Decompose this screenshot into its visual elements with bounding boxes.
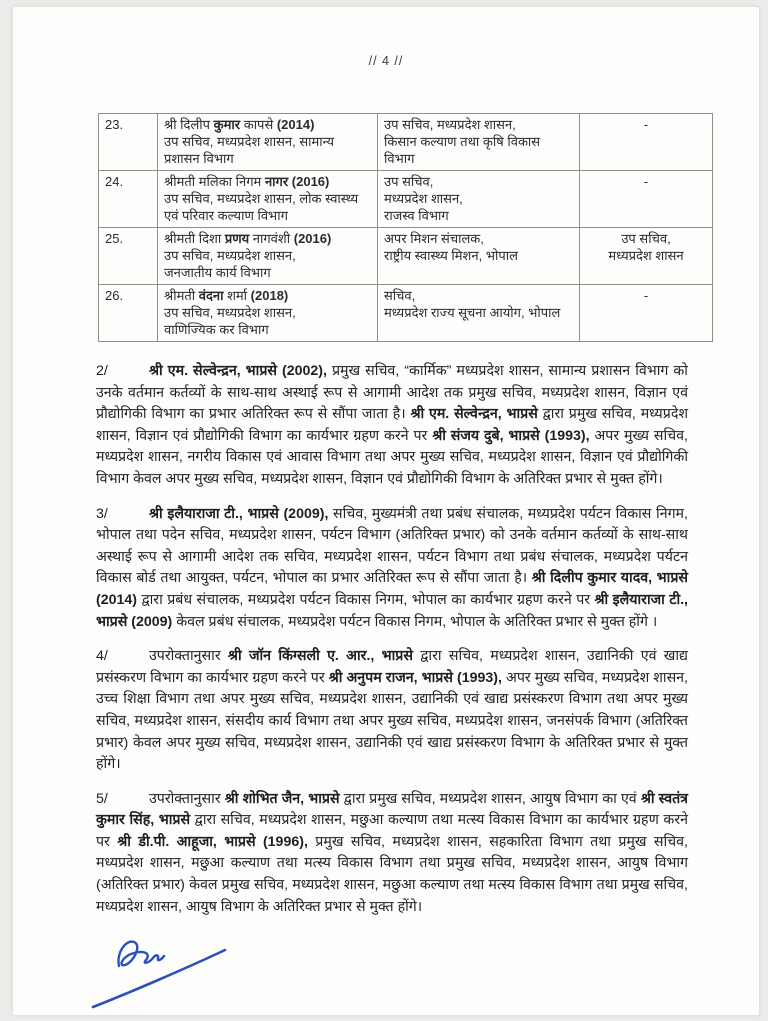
page-number: // 4 // [368, 54, 404, 68]
order-paragraphs [96, 361, 688, 918]
order-paragraph: 3/ श्री इलैयाराजा टी., भाप्रसे (2009), सचिव, मुख्यमंत्री तथा प्रबंध संचालक, मध्यप्रदेश पर्यटन विकास निगम, भोपाल तथा पदेन सचिव, मध्यप्रदेश शासन, पर्यटन विभाग (अतिरिक्त प्रभार) को उनके वर्तमान कर्तव्यों के साथ-साथ अस्थाई रूप से आगामी आदेश तक सचिव, मध्यप्रदेश शासन, पर्यटन विभाग तथा प्रबंध संचालक, मध्यप्रदेश पर्यटन विकास बोर्ड तथा आयुक्त, पर्यटन, भोपाल का प्रभार अतिरिक्त रूप से सौंपा जाता है। श्री दिलीप कुमार यादव, भाप्रसे (2014) द्वारा प्रबंध संचालक, मध्यप्रदेश पर्यटन विकास निगम, भोपाल का कार्यभार ग्रहण करने पर श्री इलैयाराजा टी., भाप्रसे (2009) केवल प्रबंध संचालक, मध्यप्रदेश पर्यटन विकास निगम, भोपाल के अतिरिक्त प्रभार से मुक्त होंगे । [96, 505, 688, 630]
serial-number-cell: 23. [99, 114, 158, 171]
officer-transfer-table [98, 113, 713, 342]
officer-name-post-cell: श्रीमती वंदना शर्मा (2018) उप सचिव, मध्यप्रदेश शासन, वाणिज्यिक कर विभाग [158, 285, 378, 342]
paragraph-number: 3/ [96, 505, 108, 522]
order-paragraph: 4/ उपरोक्तानुसार श्री जॉन किंग्सली ए. आर., भाप्रसे द्वारा सचिव, मध्यप्रदेश शासन, उद्यानिकी एवं खाद्य प्रसंस्करण विभाग का कार्यभार ग्रहण करने पर श्री अनुपम राजन, भाप्रसे (1993), अपर मुख्य सचिव, मध्यप्रदेश शासन, उच्च शिक्षा विभाग तथा अपर मुख्य सचिव, मध्यप्रदेश शासन, उद्यानिकी एवं खाद्य प्रसंस्करण विभाग तथा अपर मुख्य सचिव, मध्यप्रदेश शासन, संसदीय कार्य विभाग तथा अपर मुख्य सचिव, मध्यप्रदेश शासन, जनसंपर्क विभाग (अतिरिक्त प्रभार) केवल अपर मुख्य सचिव, मध्यप्रदेश शासन, उद्यानिकी एवं खाद्य प्रसंस्करण विभाग के अतिरिक्त प्रभार से मुक्त होंगे। [96, 648, 689, 773]
remark-cell: - [580, 285, 713, 342]
new-posting-cell: अपर मिशन संचालक, राष्ट्रीय स्वास्थ्य मिशन, भोपाल [378, 228, 580, 285]
officer-name-post-cell: श्रीमती मलिका निगम नागर (2016) उप सचिव, मध्यप्रदेश शासन, लोक स्वास्थ्य एवं परिवार कल्याण विभाग [158, 171, 378, 228]
order-paragraph: 2/ श्री एम. सेल्वेन्द्रन, भाप्रसे (2002), प्रमुख सचिव, “कार्मिक” मध्यप्रदेश शासन, सामान्य प्रशासन विभाग को उनके वर्तमान कर्तव्यों के साथ-साथ अस्थाई रूप से आगामी आदेश तक प्रमुख सचिव, मध्यप्रदेश शासन, विज्ञान एवं प्रौद्योगिकी विभाग का प्रभार अतिरिक्त रूप से सौंपा जाता है। श्री एम. सेल्वेन्द्रन, भाप्रसे द्वारा प्रमुख सचिव, मध्यप्रदेश शासन, विज्ञान एवं प्रौद्योगिकी विभाग का कार्यभार ग्रहण करने पर श्री संजय दुबे, भाप्रसे (1993), अपर मुख्य सचिव, मध्यप्रदेश शासन, नगरीय विकास एवं आवास विभाग तथा अपर मुख्य सचिव, मध्यप्रदेश शासन, विज्ञान एवं प्रौद्योगिकी विभाग केवल अपर मुख्य सचिव, मध्यप्रदेश शासन, विज्ञान एवं प्रौद्योगिकी विभाग के अतिरिक्त प्रभार से मुक्त होंगे। [96, 363, 688, 487]
serial-number-cell: 25. [99, 228, 158, 285]
officer-name-post-cell: श्री दिलीप कुमार कापसे (2014) उप सचिव, मध्यप्रदेश शासन, सामान्य प्रशासन विभाग [158, 114, 378, 171]
table-row [99, 228, 713, 285]
remark-cell: - [580, 114, 713, 171]
paragraph-number: 5/ [96, 790, 108, 807]
officer-name-post-cell: श्रीमती दिशा प्रणय नागवंशी (2016) उप सचिव, मध्यप्रदेश शासन, जनजातीय कार्य विभाग [158, 228, 378, 285]
new-posting-cell: सचिव, मध्यप्रदेश राज्य सूचना आयोग, भोपाल [378, 285, 580, 342]
table-row [99, 171, 713, 228]
order-paragraph: 5/ उपरोक्तानुसार श्री शोभित जैन, भाप्रसे द्वारा प्रमुख सचिव, मध्यप्रदेश शासन, आयुष विभाग का एवं श्री स्वतंत्र कुमार सिंह, भाप्रसे द्वारा सचिव, मध्यप्रदेश शासन, मछुआ कल्याण तथा मत्स्य विकास विभाग का कार्यभार ग्रहण करने पर श्री डी.पी. आहूजा, भाप्रसे (1996), प्रमुख सचिव, मध्यप्रदेश शासन, सहकारिता विभाग तथा प्रमुख सचिव, मध्यप्रदेश शासन, मछुआ कल्याण तथा मत्स्य विकास विभाग तथा प्रमुख सचिव, मध्यप्रदेश शासन, आयुष विभाग (अतिरिक्त प्रभार) केवल प्रमुख सचिव, मध्यप्रदेश शासन, मछुआ कल्याण तथा मत्स्य विकास विभाग तथा प्रमुख सचिव, मध्यप्रदेश शासन, आयुष विभाग के अतिरिक्त प्रभार से मुक्त होंगे। [96, 790, 689, 915]
signature-scribble [118, 942, 164, 966]
serial-number-cell: 26. [99, 285, 158, 342]
serial-number-cell: 24. [99, 171, 158, 228]
paragraph-number: 2/ [96, 363, 108, 379]
document-page [12, 6, 760, 1016]
table-row [99, 114, 713, 171]
new-posting-cell: उप सचिव, मध्यप्रदेश शासन, राजस्व विभाग [378, 171, 580, 228]
new-posting-cell: उप सचिव, मध्यप्रदेश शासन, किसान कल्याण तथा कृषि विकास विभाग [378, 114, 580, 171]
officer-table-body [99, 114, 713, 342]
table-row [99, 285, 713, 342]
ink-signature [85, 933, 245, 1015]
remark-cell: - [580, 171, 713, 228]
paragraph-number: 4/ [96, 648, 108, 665]
remark-cell: उप सचिव, मध्यप्रदेश शासन [580, 228, 713, 285]
